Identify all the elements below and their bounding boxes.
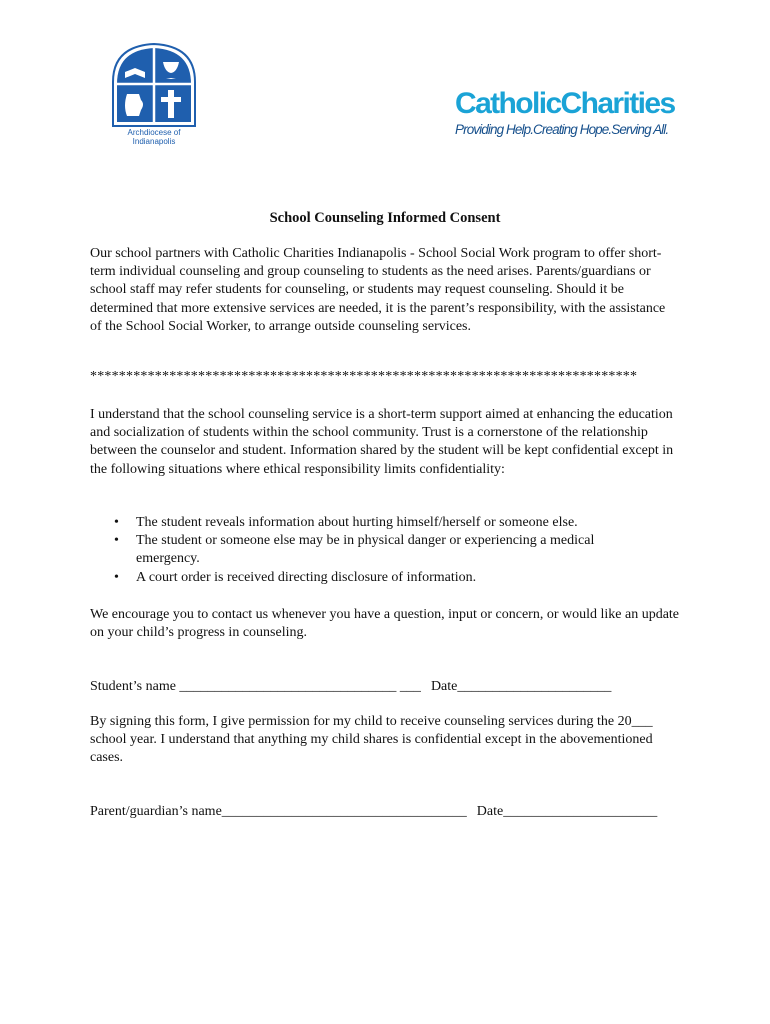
list-item — [90, 532, 650, 568]
list-item — [90, 514, 650, 532]
document-title: School Counseling Informed Consent — [269, 210, 501, 226]
archdiocese-logo-text: Archdiocese of Indianapolis — [127, 128, 181, 146]
parent-name-field[interactable]: Parent/guardian’s name___________________________________ — [90, 804, 467, 819]
exception-text: The student reveals information about hurting himself/herself or someone else. — [136, 515, 578, 530]
archdiocese-shield-icon — [111, 42, 197, 128]
catholic-charities-logo — [455, 87, 675, 138]
bullet-icon: • — [114, 569, 119, 585]
parent-signature-line — [90, 803, 657, 821]
student-date-field[interactable]: Date______________________ — [430, 679, 612, 694]
bullet-icon: • — [114, 515, 119, 530]
list-item — [90, 569, 650, 587]
exceptions-list — [90, 514, 650, 587]
permission-paragraph: By signing this form, I give permission for my child to receive counseling services during the 20___ school year. I understand that anything my child shares is confidential except in the abovementioned cases. — [90, 714, 653, 766]
charity-tagline: Providing Help.Creating Hope.Serving All. — [455, 122, 669, 137]
bullet-icon: • — [114, 533, 119, 549]
contact-paragraph: We encourage you to contact us whenever you have a question, input or concern, or would like an update on your child’s progress in counseling. — [90, 607, 680, 641]
student-signature-line — [90, 678, 611, 696]
charity-name: CatholicCharities — [455, 87, 675, 120]
separator-line: **************************************************************************** — [90, 369, 638, 384]
student-name-field[interactable]: Student’s name _______________________________ ___ — [90, 679, 421, 694]
exception-text: The student or someone else may be in physical danger or experiencing a medical emergency. — [136, 533, 595, 567]
parent-date-field[interactable]: Date______________________ — [476, 804, 658, 819]
exception-text: A court order is received directing disclosure of information. — [136, 569, 477, 585]
archdiocese-logo — [111, 42, 197, 158]
intro-paragraph: Our school partners with Catholic Charities Indianapolis - School Social Work program to offer short-term individual counseling and group counseling to students as the need arises. Parents/guardians or school staff may refer students for counseling, or students may request counseling. Should it be determined that more extensive services are needed, it is the parent’s responsibility, with the assistance of the School Social Worker, to arrange outside counseling services. — [90, 246, 666, 334]
understanding-paragraph: I understand that the school counseling service is a short-term support aimed at enhancing the education and socialization of students within the school community. Trust is a cornerstone of the relationship between the counselor and student. Information shared by the student will be kept confidential except in the following situations where ethical responsibility limits confidentiality: — [90, 407, 674, 477]
